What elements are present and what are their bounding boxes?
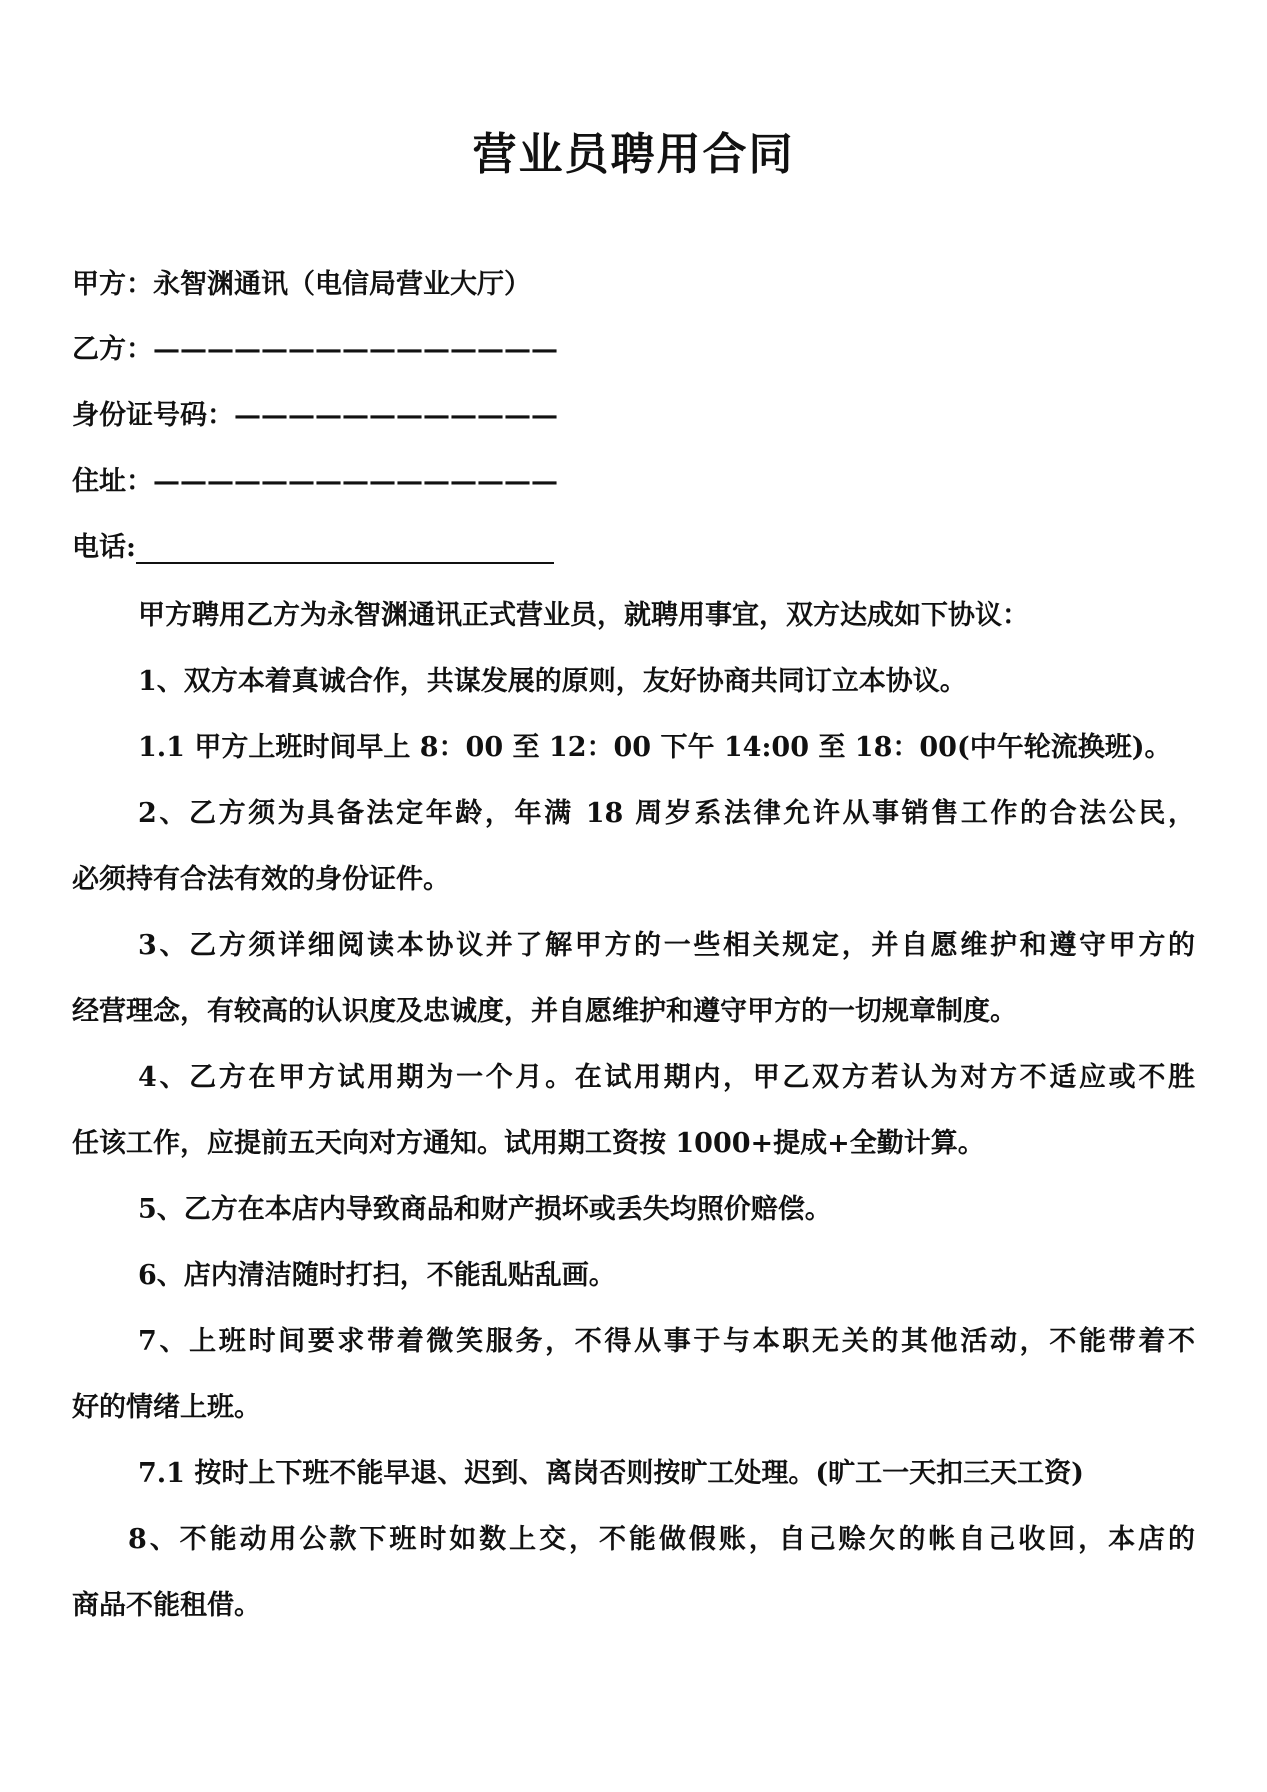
clause-6: 6、店内清洁随时打扫，不能乱贴乱画。 (138, 1260, 616, 1291)
document-title: 营业员聘用合同 (472, 129, 795, 180)
clause-8-line-1: 8、不能动用公款下班时如数上交，不能做假账，自己赊欠的帐自己收回，本店的 (128, 1524, 1195, 1555)
clause-4-line-1: 4、乙方在甲方试用期为一个月。在试用期内，甲乙双方若认为对方不适应或不胜 (138, 1062, 1195, 1093)
clause-3-line-2: 经营理念，有较高的认识度及忠诚度，并自愿维护和遵守甲方的一切规章制度。 (72, 996, 1017, 1027)
phone-blank-underline (136, 532, 554, 564)
id-number-label: 身份证号码： (72, 400, 234, 431)
clause-7-line-2: 好的情绪上班。 (72, 1392, 261, 1423)
id-number-line (72, 393, 1202, 432)
clause-5: 5、乙方在本店内导致商品和财产损坏或丢失均照价赔偿。 (138, 1194, 832, 1225)
intro-paragraph: 甲方聘用乙方为永智渊通讯正式营业员，就聘用事宜，双方达成如下协议： (138, 600, 1029, 631)
party-b-line (72, 327, 1202, 366)
clause-8-line-2: 商品不能租借。 (72, 1590, 261, 1621)
phone-line (72, 525, 1202, 564)
id-number-blank: ———————————— (234, 400, 558, 431)
party-b-label: 乙方： (72, 334, 153, 365)
party-a-line: 甲方：永智渊通讯（电信局营业大厅） (72, 269, 531, 300)
address-label: 住址： (72, 466, 153, 497)
address-blank: ——————————————— (153, 466, 558, 497)
clause-7-line-1: 7、上班时间要求带着微笑服务，不得从事于与本职无关的其他活动，不能带着不 (138, 1326, 1195, 1357)
clause-4-line-2: 任该工作，应提前五天向对方通知。试用期工资按 1000+提成+全勤计算。 (72, 1128, 985, 1159)
clause-1: 1、双方本着真诚合作，共谋发展的原则，友好协商共同订立本协议。 (138, 666, 967, 697)
phone-label: 电话: (72, 532, 136, 563)
clause-2-line-1: 2、乙方须为具备法定年龄，年满 18 周岁系法律允许从事销售工作的合法公民， (138, 798, 1195, 829)
party-b-blank: ——————————————— (153, 334, 558, 365)
clause-2-line-2: 必须持有合法有效的身份证件。 (72, 864, 450, 895)
clause-7-1: 7.1 按时上下班不能早退、迟到、离岗否则按旷工处理。(旷工一天扣三天工资) (138, 1458, 1084, 1489)
clause-1-1: 1.1 甲方上班时间早上 8：00 至 12：00 下午 14:00 至 18：00(中午轮流换班)。 (138, 732, 1172, 763)
clause-3-line-1: 3、乙方须详细阅读本协议并了解甲方的一些相关规定，并自愿维护和遵守甲方的 (138, 930, 1195, 961)
address-line (72, 459, 1202, 498)
